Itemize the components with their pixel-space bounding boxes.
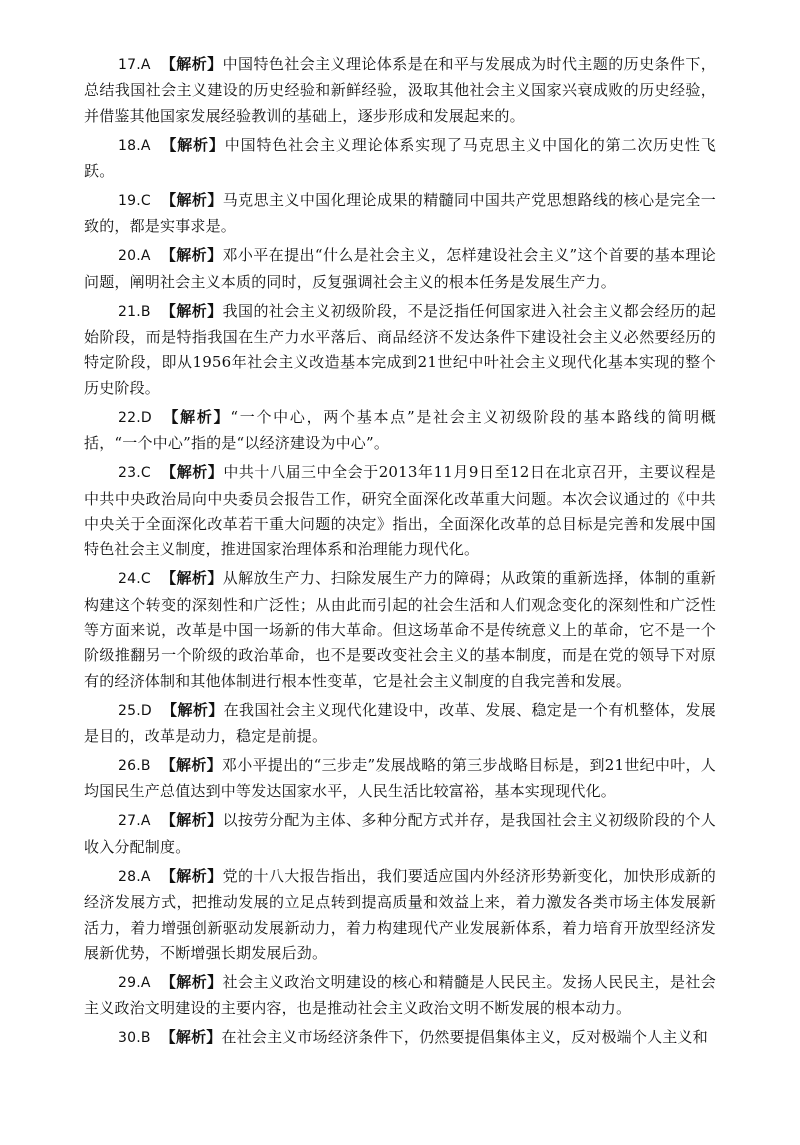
answer-number: 30.B [118, 1030, 151, 1047]
analysis-text: 邓小平提出的“三步走”发展战略的第三步战略目标是，到21世纪中叶，人均国民生产总值达到中等发达国家水平，人民生活比较富裕，基本实现现代化。 [84, 756, 716, 801]
answer-item-29 [84, 970, 716, 1022]
analysis-text: 从解放生产力、扫除发展生产力的障碍；从政策的重新选择，体制的重新构建这个转变的深刻性和广泛性；从由此而引起的社会生活和人们观念变化的深刻性和广泛性等方面来说，改革是中国一场新的伟大革命。但这场革命不是传统意义上的革命，它不是一个阶级推翻另一个阶级的政治革命，也不是要改变社会主义的基本制度，而是在党的领导下对原有的经济体制和其他体制进行根本性变革，它是社会主义制度的自我完善和发展。 [84, 569, 716, 690]
analysis-text: 在我国社会主义现代化建设中，改革、发展、稳定是一个有机整体，发展是目的，改革是动力，稳定是前提。 [84, 700, 716, 746]
analysis-tag: 【解析】 [160, 191, 223, 210]
answer-item-27 [84, 808, 716, 860]
analysis-text: 以按劳分配为主体、多种分配方式并存，是我国社会主义初级阶段的个人收入分配制度。 [84, 811, 716, 856]
analysis-tag: 【解析】 [160, 301, 223, 320]
analysis-tag: 【解析】 [160, 463, 224, 482]
answer-number: 22.D [118, 409, 152, 426]
answer-item-21 [84, 299, 716, 402]
answer-item-30 [84, 1025, 716, 1051]
analysis-text: 我国的社会主义初级阶段，不是泛指任何国家进入社会主义都会经历的起始阶段，而是特指我国在生产力水平落后、商品经济不发达条件下建设社会主义必然要经历的特定阶段，即从1956年社会主义改造基本完成到21世纪中叶社会主义现代化基本实现的整个历史阶段。 [84, 301, 716, 397]
answer-number: 25.D [118, 702, 152, 719]
analysis-tag: 【解析】 [160, 756, 222, 775]
analysis-text: 中国特色社会主义理论体系实现了马克思主义中国化的第二次历史性飞跃。 [84, 135, 716, 181]
answer-number: 17.A [118, 57, 151, 73]
analysis-text: 在社会主义市场经济条件下，仍然要提倡集体主义，反对极端个人主义和 [221, 1028, 708, 1047]
answer-number: 28.A [118, 868, 151, 885]
answer-item-19 [84, 188, 716, 240]
analysis-text: 马克思主义中国化理论成果的精髓同中国共产党思想路线的核心是完全一致的，都是实事求是。 [84, 191, 716, 236]
analysis-tag: 【解析】 [160, 972, 223, 991]
analysis-text: 社会主义政治文明建设的核心和精髓是人民民主。发扬人民民主，是社会主义政治文明建设的主要内容，也是推动社会主义政治文明不断发展的根本动力。 [84, 972, 716, 1018]
answer-item-23 [84, 460, 716, 563]
answer-item-22 [84, 405, 716, 457]
analysis-tag: 【解析】 [161, 700, 224, 719]
answer-item-20 [84, 243, 716, 295]
answer-item-28 [84, 864, 716, 967]
answer-item-26 [84, 753, 716, 805]
answer-number: 23.C [118, 465, 151, 482]
answer-number: 21.B [118, 303, 151, 320]
answer-number: 26.B [118, 758, 151, 775]
answer-number: 27.A [118, 813, 151, 830]
analysis-text: 中国特色社会主义理论体系是在和平与发展成为时代主题的历史条件下，总结我国社会主义建设的历史经验和新鲜经验，汲取其他社会主义国家兴衰成败的历史经验，并借鉴其他国家发展经验教训的基础上，逐步形成和发展起来的。 [84, 55, 716, 125]
answer-number: 29.A [118, 974, 151, 991]
analysis-text: 邓小平在提出“什么是社会主义，怎样建设社会主义”这个首要的基本理论问题，阐明社会主义本质的同时，反复强调社会主义的根本任务是发展生产力。 [84, 246, 716, 291]
answer-item-18 [84, 133, 716, 185]
analysis-tag: 【解析】 [160, 246, 223, 265]
analysis-tag: 【解析】 [160, 866, 223, 885]
analysis-tag: 【解析】 [160, 811, 223, 830]
answer-number: 20.A [118, 248, 151, 265]
analysis-text: 党的十八大报告指出，我们要适应国内外经济形势新变化，加快形成新的经济发展方式，把推动发展的立足点转到提高质量和效益上来，着力激发各类市场主体发展新活力，着力增强创新驱动发展新动力，着力构建现代产业发展新体系，着力培育开放型经济发展新优势，不断增强长期发展后劲。 [84, 866, 716, 962]
analysis-tag: 【解析】 [161, 407, 231, 426]
analysis-tag: 【解析】 [160, 569, 223, 588]
analysis-tag: 【解析】 [160, 55, 223, 73]
answer-number: 24.C [118, 571, 151, 588]
answer-item-24 [84, 566, 716, 694]
analysis-text: 中共十八届三中全会于2013年11月9日至12日在北京召开，主要议程是中共中央政治局向中央委员会报告工作，研究全面深化改革重大问题。本次会议通过的《中共中央关于全面深化改革若干重大问题的决定》指出，全面深化改革的总目标是完善和发展中国特色社会主义制度，推进国家治理体系和治理能力现代化。 [84, 463, 716, 559]
answer-item-25 [84, 698, 716, 750]
analysis-tag: 【解析】 [160, 1028, 222, 1047]
answer-number: 19.C [118, 193, 151, 210]
analysis-text: “一个中心，两个基本点”是社会主义初级阶段的基本路线的简明概括，“一个中心”指的是“以经济建设为中心”。 [84, 407, 716, 453]
analysis-tag: 【解析】 [160, 135, 225, 154]
answer-number: 18.A [118, 137, 151, 154]
answer-explanations [84, 52, 716, 1055]
answer-item-17 [84, 52, 716, 129]
